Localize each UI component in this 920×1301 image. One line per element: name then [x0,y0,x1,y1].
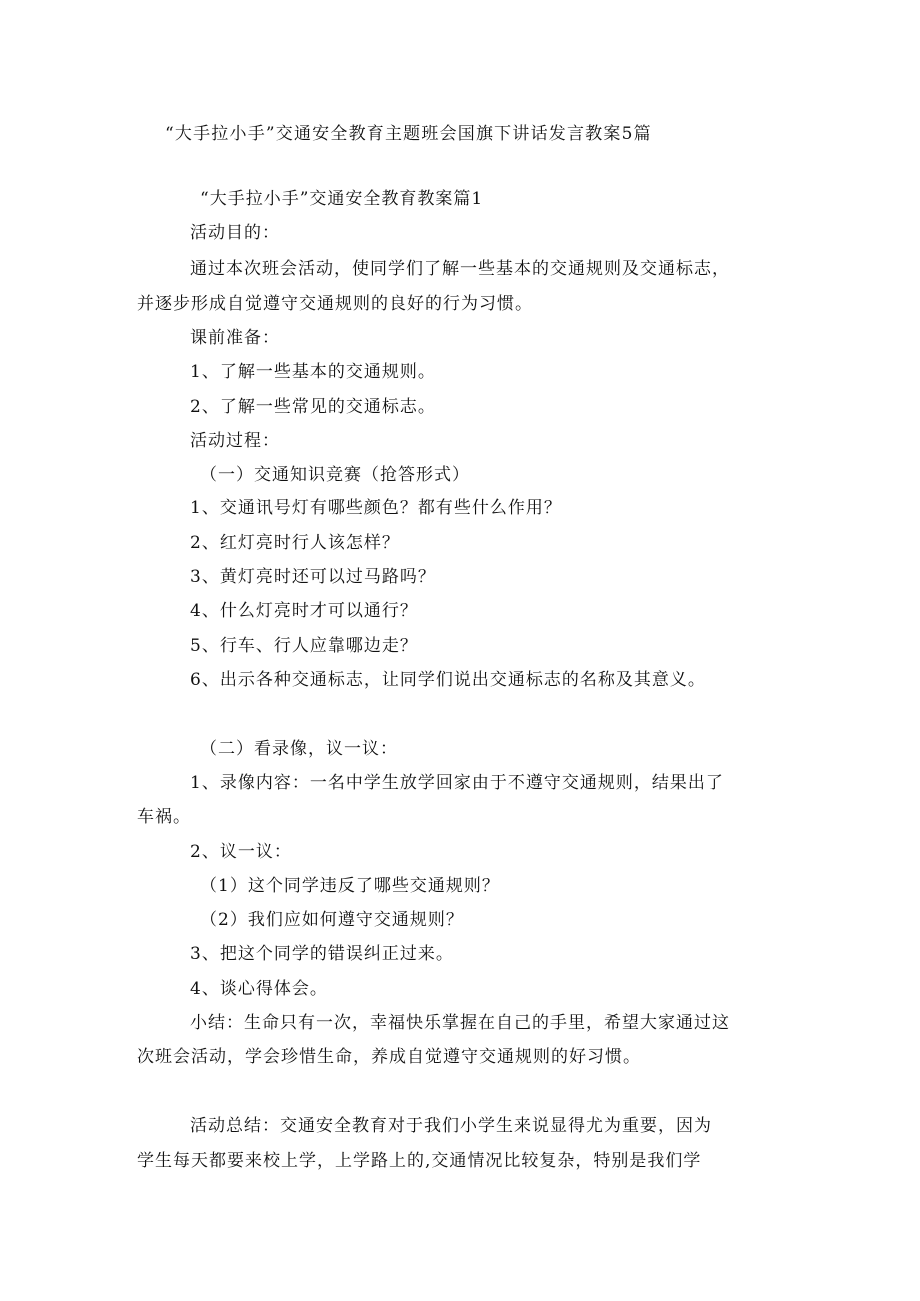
part1-item: 2、红灯亮时行人该怎样？ [190,533,400,553]
part2-sub-item: （2）我们应如何遵守交通规则？ [200,910,464,930]
summary-line-2: 次班会活动，学会珍惜生命，养成自觉遵守交通规则的好习惯。 [137,1047,641,1067]
part1-heading: （一）交通知识竞赛（抢答形式） [200,465,470,485]
prep-label: 课前准备： [190,328,280,348]
part1-item: 5、行车、行人应靠哪边走？ [190,636,418,656]
part2-heading: （二）看录像，议一议： [200,739,398,759]
section-heading: “大手拉小手”交通安全教育教案篇1 [200,189,484,209]
part2-item-3: 3、把这个同学的错误纠正过来。 [190,944,454,964]
part1-item: 3、黄灯亮时还可以过马路吗？ [190,567,436,587]
part2-item-2: 2、议一议： [190,842,292,862]
part2-item-4: 4、谈心得体会。 [190,979,328,999]
purpose-text-line-2: 并逐步形成自觉遵守交通规则的良好的行为习惯。 [137,294,533,314]
conclusion-line-2: 学生每天都要来校上学，上学路上的,交通情况比较复杂，特别是我们学 [137,1151,702,1171]
process-label: 活动过程： [190,431,280,451]
prep-item: 1、了解一些基本的交通规则。 [190,362,436,382]
document-title: “大手拉小手”交通安全教育主题班会国旗下讲话发言教案5篇 [165,124,652,144]
part2-sub-item: （1）这个同学违反了哪些交通规则？ [200,876,500,896]
conclusion-line-1: 活动总结：交通安全教育对于我们小学生来说显得尤为重要，因为 [190,1116,712,1136]
part1-item: 1、交通讯号灯有哪些颜色？都有些什么作用？ [190,498,562,518]
summary-line-1: 小结：生命只有一次，幸福快乐掌握在自己的手里，希望大家通过这 [190,1013,730,1033]
part1-item: 6、出示各种交通标志，让同学们说出交通标志的名称及其意义。 [190,670,706,690]
part1-item: 4、什么灯亮时才可以通行？ [190,601,418,621]
purpose-text-line-1: 通过本次班会活动，使同学们了解一些基本的交通规则及交通标志， [190,259,730,279]
purpose-label: 活动目的： [190,223,280,243]
part2-item-1-line-1: 1、录像内容：一名中学生放学回家由于不遵守交通规则，结果出了 [190,773,724,793]
prep-item: 2、了解一些常见的交通标志。 [190,397,436,417]
part2-item-1-line-2: 车祸。 [137,807,191,827]
